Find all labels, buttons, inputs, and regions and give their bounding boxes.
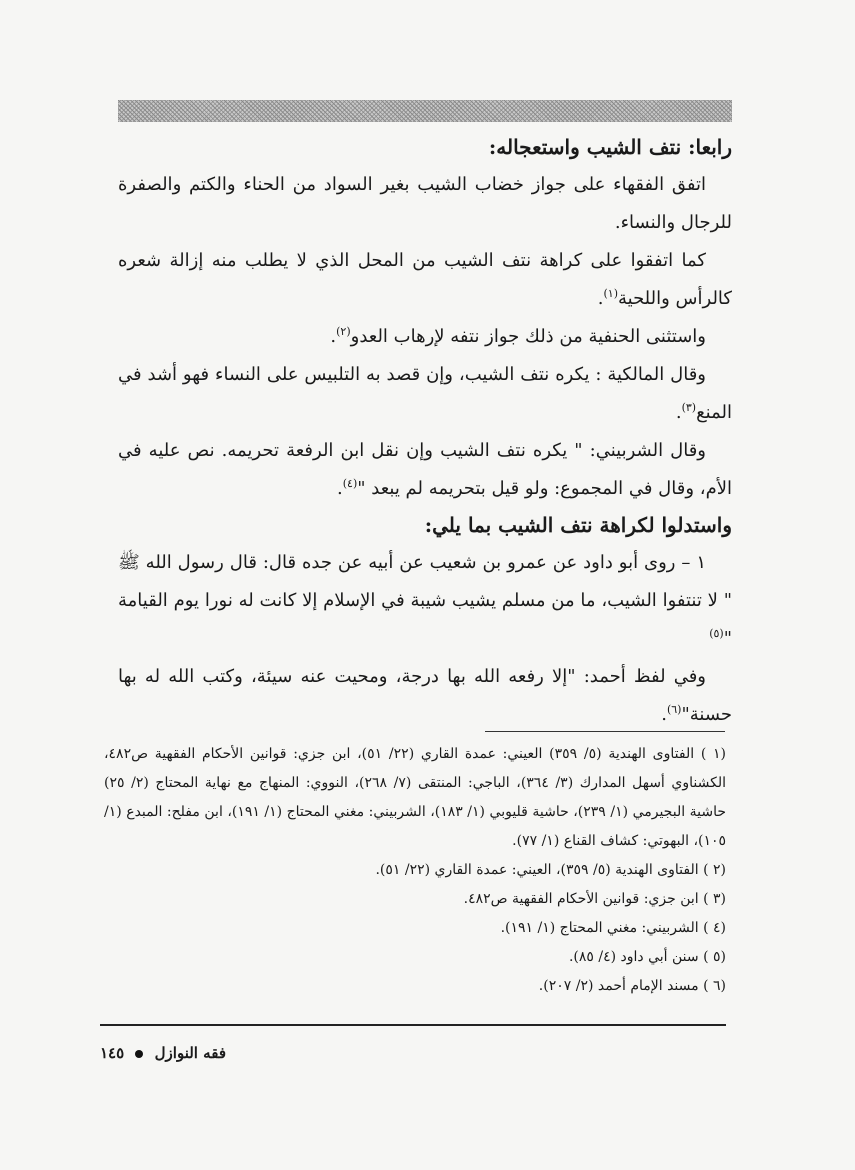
hadith-paragraph: ١ – روى أبو داود عن عمرو بن شعيب عن أبيه عن جده قال: قال رسول الله ﷺ " لا تنتفوا الشيب، ما من مسلم يشيب شيبة في الإسلام إلا كانت له نورا يوم القيامة "$^{(٥)}$ [118,552,732,649]
paragraph-2: كما اتفقوا على كراهة نتف الشيب من المحل الذي لا يطلب منه إزالة شعره كالرأس واللحية$^{(١)}$. [118,250,732,309]
footnote-ref-4: (٤) [342,477,358,490]
footnote-ref-3: (٣) [681,401,697,414]
footnote-4: (٤ ) الشربيني: مغني المحتاج (١/ ١٩١). [500,920,726,936]
footnote-1: (١ ) الفتاوى الهندية (٥/ ٣٥٩) العيني: عمدة القاري (٢٢/ ٥١)، ابن جزي: قوانين الأحكام الفقهية ص٤٨٢، الكشناوي أسهل المدارك (٣/ ٣٦٤)، الباجي: المنتقى (٧/ ٢٦٨)، النووي: المنهاج مع نهاية المحتاج (٢/ ٢٥) حاشية البجيرمي (١/ ٢٣٩)، حاشية قليوبي (١/ ١٨٣)، الشربيني: مغني المحتاج (١/ ١٩١)، ابن مفلح: المبدع (١/ ١٠٥)، البهوتي: كشاف القناع (١/ ٧٧). [104,746,727,849]
hadith-quote: " لا تنتفوا الشيب، ما من مسلم يشيب شيبة في الإسلام إلا كانت له نورا يوم القيامة " [118,590,732,649]
footnote-2: (٢ ) الفتاوى الهندية (٥/ ٣٥٩)، العيني: عمدة القاري (٢٢/ ٥١). [375,862,726,878]
ahmad-paragraph: وفي لفظ أحمد: "إلا رفعه الله بها درجة، ومحيت عنه سيئة، وكتب الله له بها حسنة"$^{(٦)}$. [118,666,732,725]
main-text [118,132,732,734]
paragraph-5: وقال الشربيني: " يكره نتف الشيب وإن نقل ابن الرفعة تحريمه. نص عليه في الأم، وقال في المجموع: ولو قيل بتحريمه لم يبعد "$^{(٤)}$. [118,440,732,499]
footnote-ref-6: (٦) [666,703,682,716]
footnote-5: (٥ ) سنن أبي داود (٤/ ٨٥). [568,949,726,965]
footnote-ref-5: (٥) [709,627,724,640]
footnotes [104,740,726,1001]
page-number: ١٤٥ [100,1044,125,1062]
book-title: فقه النوازل [154,1044,226,1062]
paragraph-1: اتفق الفقهاء على جواز خضاب الشيب بغير السواد من الحناء والكتم والصفرة للرجال والنساء. [118,174,732,233]
paragraph-4: وقال المالكية : يكره نتف الشيب، وإن قصد به التلبيس على النساء فهو أشد في المنع$^{(٣)}$. [118,364,732,423]
page-bottom-rule [100,1024,726,1026]
footnote-6: (٦ ) مسند الإمام أحمد (٢/ ٢٠٧). [538,978,726,994]
footnote-3: (٣ ) ابن جزي: قوانين الأحكام الفقهية ص٤٨٢. [463,891,726,907]
footnote-ref-2: (٢) [336,325,351,338]
paragraph-3: واستثنى الحنفية من ذلك جواز نتفه لإرهاب العدو$^{(٢)}$. [330,325,706,347]
evidence-heading: واستدلوا لكراهة نتف الشيب بما يلي: [424,513,732,537]
footnote-ref-1: (١) [603,287,618,300]
decorative-header-bar [118,100,732,122]
page-footer [100,1044,260,1062]
footnote-separator [485,731,725,732]
section-heading: رابعا: نتف الشيب واستعجاله: [488,135,732,159]
bullet-icon [135,1050,143,1058]
